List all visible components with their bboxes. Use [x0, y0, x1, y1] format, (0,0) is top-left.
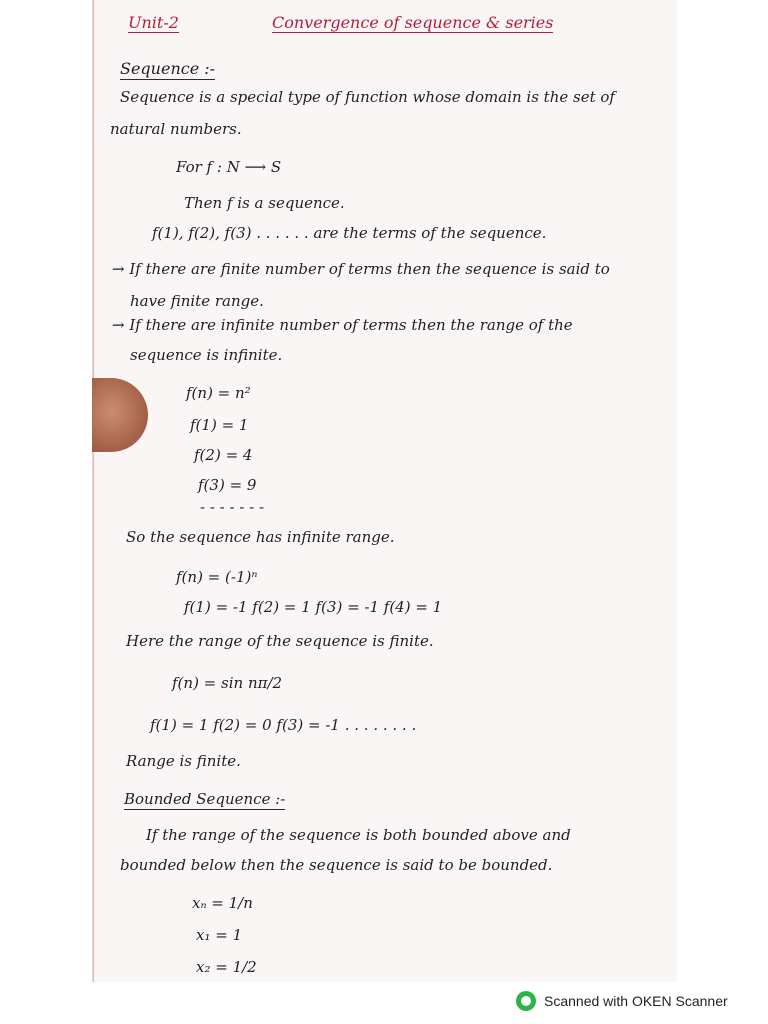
example3-definition: f(n) = sin nπ/2: [172, 674, 283, 692]
bounded-x1: x₁ = 1: [196, 926, 243, 944]
sequence-heading: Sequence :-: [120, 59, 216, 78]
oken-scanner-logo-icon: [516, 991, 536, 1011]
margin-line: [93, 0, 94, 982]
unit-label: Unit-2: [128, 13, 179, 32]
mapping-line: For f : N ⟶ S: [176, 158, 282, 176]
example1-value-3: f(3) = 9: [198, 476, 257, 494]
example3-values: f(1) = 1 f(2) = 0 f(3) = -1 . . . . . . . .: [150, 716, 417, 734]
example2-definition: f(n) = (-1)ⁿ: [176, 568, 258, 586]
bounded-x2: x₂ = 1/2: [196, 958, 257, 976]
example1-dots: - - - - - - -: [200, 498, 265, 516]
sequence-definition-line1: Sequence is a special type of function whose domain is the set of: [120, 88, 615, 106]
bounded-xn: xₙ = 1/n: [192, 894, 253, 912]
infinite-range-line2: sequence is infinite.: [130, 346, 283, 364]
bounded-definition-line2: bounded below then the sequence is said to be bounded.: [120, 856, 553, 874]
scanner-footer: [516, 990, 728, 1012]
example1-value-2: f(2) = 4: [194, 446, 253, 464]
example2-values: f(1) = -1 f(2) = 1 f(3) = -1 f(4) = 1: [184, 598, 443, 616]
example1-conclusion: So the sequence has infinite range.: [126, 528, 395, 546]
infinite-range-line1: → If there are infinite number of terms then the range of the: [112, 316, 573, 334]
sequence-definition-line2: natural numbers.: [110, 120, 242, 138]
scanner-text: Scanned with OKEN Scanner: [544, 993, 728, 1009]
then-line: Then f is a sequence.: [184, 194, 345, 212]
finite-range-line2: have finite range.: [130, 292, 264, 310]
example3-conclusion: Range is finite.: [126, 752, 241, 770]
bounded-definition-line1: If the range of the sequence is both bounded above and: [146, 826, 571, 844]
example1-value-1: f(1) = 1: [190, 416, 249, 434]
example1-definition: f(n) = n²: [186, 384, 251, 402]
terms-line: f(1), f(2), f(3) . . . . . . are the terms of the sequence.: [152, 224, 547, 242]
bounded-heading: Bounded Sequence :-: [124, 790, 286, 808]
page-title: Convergence of sequence & series: [272, 13, 554, 32]
finite-range-line1: → If there are finite number of terms then the sequence is said to: [112, 260, 610, 278]
example2-conclusion: Here the range of the sequence is finite.: [126, 632, 434, 650]
